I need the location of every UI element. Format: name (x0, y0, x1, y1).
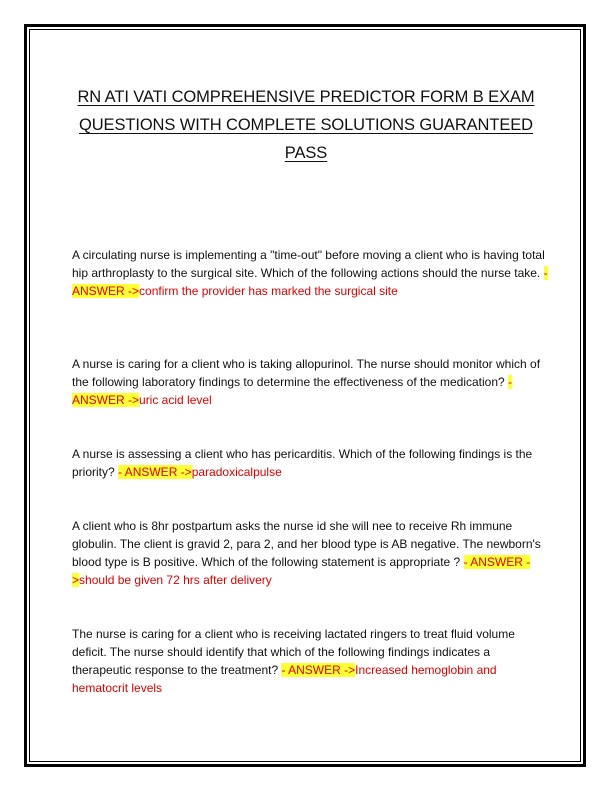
qa-item (72, 445, 550, 481)
qa-item (72, 625, 550, 697)
answer-text: Increased hemoglobin and hematocrit levels (72, 663, 497, 695)
document-title: RN ATI VATI COMPREHENSIVE PREDICTOR FORM B EXAM QUESTIONS WITH COMPLETE SOLUTIONS GUARANTEED PASS (77, 88, 535, 162)
question-text: A client who is 8hr postpartum asks the nurse id she will nee to receive Rh immune globulin. The client is gravid 2, para 2, and her blood type is AB negative. The newborn's blood type is B positive. Which of the following statement is appropriate ? (72, 519, 541, 569)
answer-text: confirm the provider has marked the surgical site (139, 284, 398, 298)
question-text: A nurse is caring for a client who is taking allopurinol. The nurse should monitor which of the following laboratory findings to determine the effectiveness of the medication? (72, 357, 541, 389)
question-text: A nurse is assessing a client who has pericarditis. Which of the following findings is the priority? (72, 447, 533, 479)
answer-text: uric acid level (139, 393, 212, 407)
answer-tag: - ANSWER -> (72, 555, 531, 587)
question-text: A circulating nurse is implementing a "time-out" before moving a client who is having total hip arthroplasty to the surgical site. Which of the following actions should the nurse take. (72, 248, 545, 280)
answer-tag: - ANSWER -> (72, 266, 548, 298)
answer-tag: - ANSWER -> (72, 375, 513, 407)
qa-item (72, 246, 550, 300)
answer-tag: - ANSWER -> (281, 663, 356, 677)
qa-item (72, 355, 550, 409)
answer-text: should be given 72 hrs after delivery (79, 573, 272, 587)
answer-text: paradoxicalpulse (191, 465, 282, 479)
answer-tag: - ANSWER -> (118, 465, 192, 479)
qa-item (72, 517, 550, 589)
question-text: The nurse is caring for a client who is receiving lactated ringers to treat fluid volume deficit. The nurse should identify that which of the following findings indicates a therapeutic response to the treatment? (72, 627, 515, 677)
